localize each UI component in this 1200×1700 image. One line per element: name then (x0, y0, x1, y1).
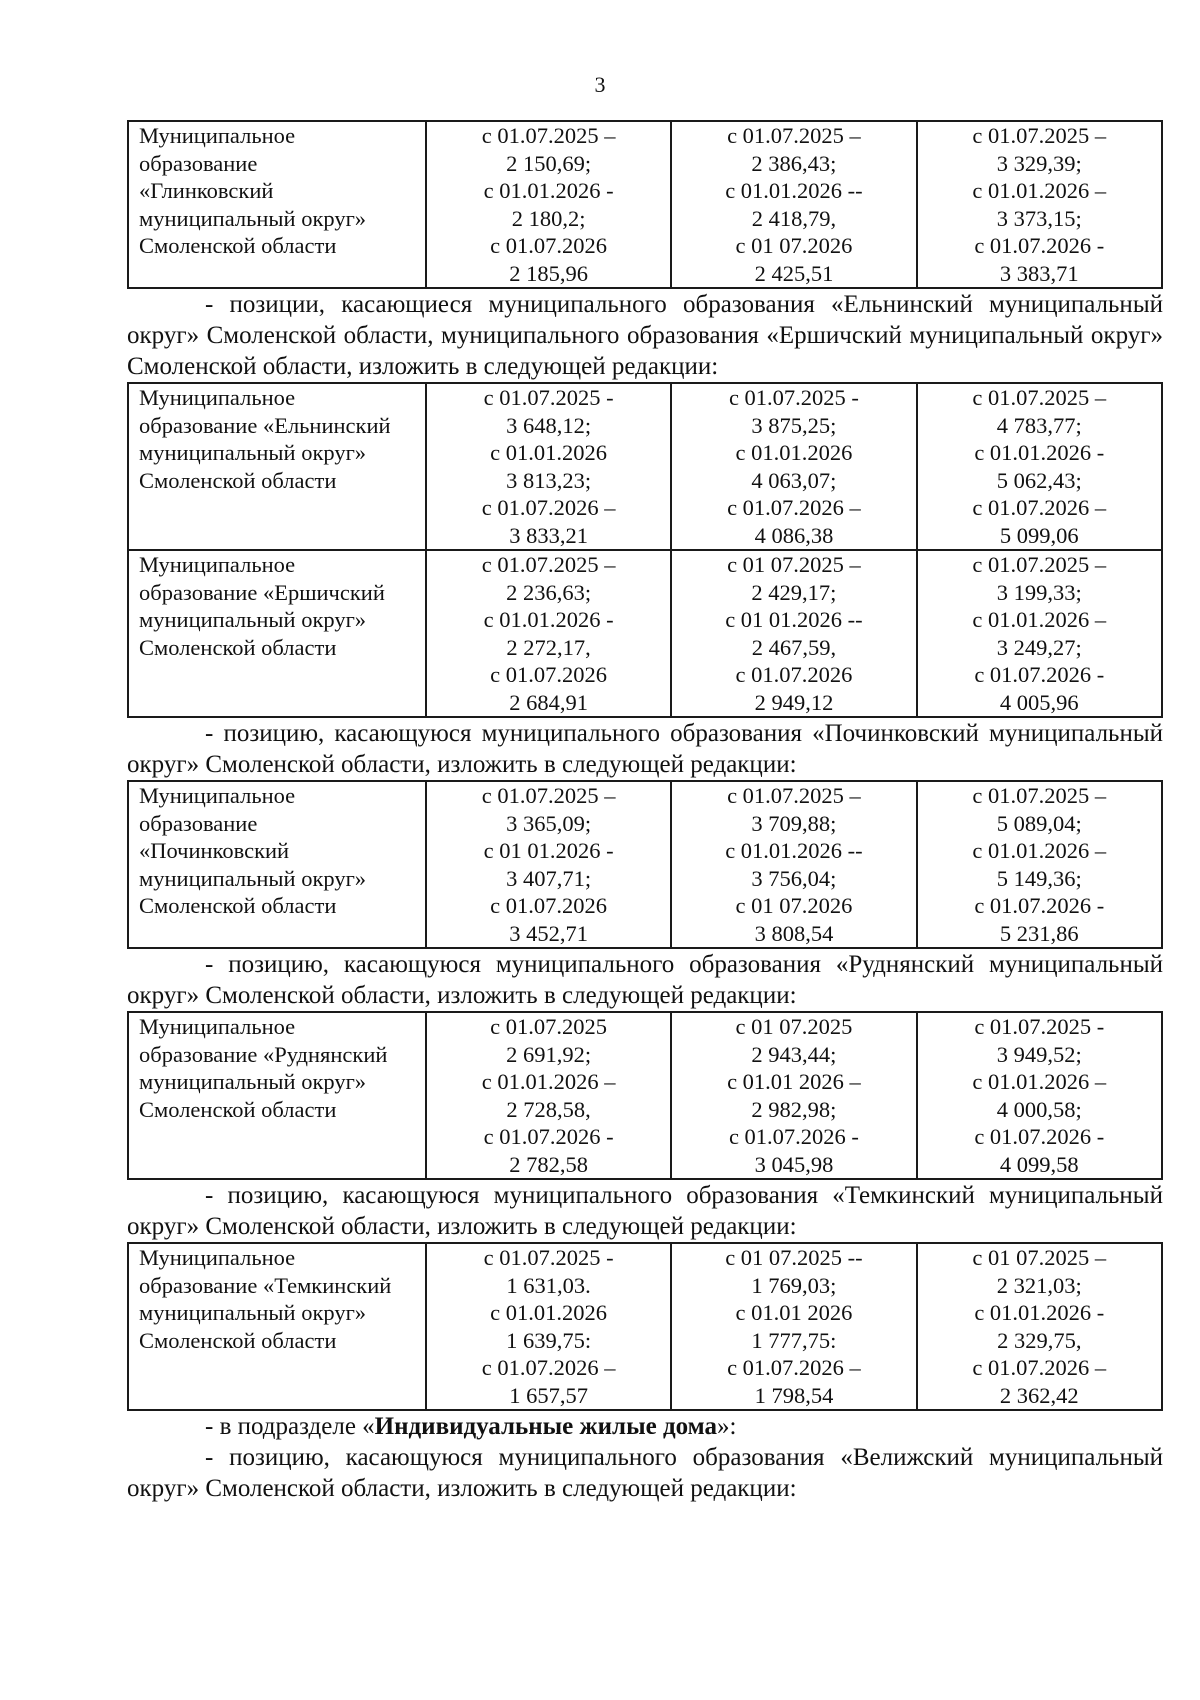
tariff-value-line: с 01 07.2025 – (727, 552, 861, 577)
tariff-value-line: 4 086,38 (754, 522, 834, 548)
tariff-value-line: 2 425,51 (754, 260, 834, 286)
tariff-value-line: с 01.01.2026 – (972, 1069, 1107, 1094)
tariff-value-line: 5 149,36; (996, 865, 1082, 891)
tariff-value-line: 5 062,43; (996, 467, 1082, 493)
tariff-cell-c3 (917, 383, 1162, 550)
tariff-cell-c1 (426, 781, 671, 948)
tariff-value-line: с 01 07.2025 -- (725, 1245, 863, 1270)
tariff-value-line: 4 783,77; (996, 412, 1082, 438)
tariff-value-line: с 01 01.2026 - (483, 838, 614, 863)
tariff-cell-c2 (671, 550, 916, 717)
tariff-value-line: с 01.07.2026 - (974, 1124, 1105, 1149)
tariff-value-line: 2 362,42 (999, 1382, 1079, 1408)
table-row (128, 383, 1162, 550)
tariff-value-line: 2 943,44; (751, 1041, 837, 1067)
tariff-value-line: 2 684,91 (509, 689, 588, 715)
municipality-name-line: муниципальный округ» (139, 607, 367, 632)
tariff-value-line: 5 099,06 (999, 522, 1079, 548)
tariff-table-pochinok (127, 780, 1163, 949)
tariff-value-line: с 01.07.2026 - (974, 233, 1105, 258)
tariff-value-line: с 01.07.2026 - (728, 1124, 859, 1149)
municipality-name-line: муниципальный округ» (139, 865, 367, 891)
tariff-value-line: 3 329,39; (996, 150, 1082, 176)
tariff-value-line: 2 329,75, (997, 1327, 1082, 1353)
tariff-value-line: с 01.07.2025 – (481, 123, 616, 148)
municipality-name-line: Муниципальное (139, 1014, 296, 1039)
page-number: 3 (594, 72, 606, 97)
tariff-value-line: с 01.07.2025 – (972, 123, 1107, 148)
tariff-cell-c1 (426, 1012, 671, 1179)
municipality-name-line: Муниципальное (139, 1245, 296, 1270)
tariff-cell-c2 (671, 1012, 916, 1179)
municipality-name-line: «Глинковский (139, 178, 274, 203)
tariff-cell-c1 (426, 550, 671, 717)
tariff-value-line: с 01.01.2026 -- (725, 178, 863, 203)
tariff-table-temkino (127, 1242, 1163, 1411)
tariff-value-line: 2 949,12 (754, 689, 834, 715)
tariff-value-line: 3 648,12; (506, 412, 592, 438)
section-title-individual-houses: Индивидуальные жилые дома (374, 1413, 717, 1440)
tariff-value-line: 3 365,09; (506, 810, 592, 836)
tariff-value-line: 5 089,04; (996, 810, 1082, 836)
municipality-name-line: образование «Ершичский (139, 579, 385, 605)
tariff-value-line: 1 631,03. (506, 1272, 591, 1298)
table-row (128, 1012, 1162, 1179)
tariff-value-line: с 01 07.2025 – (972, 1245, 1107, 1270)
tariff-value-line: с 01.07.2026 – (727, 495, 861, 520)
paragraph-rudnya: - позицию, касающуюся муниципального образования «Руднянский муниципальный округ» Смоленской области, изложить в следующей редакции: (127, 951, 1163, 1009)
municipality-cell (128, 121, 426, 288)
tariff-value-line: 4 005,96 (999, 689, 1079, 715)
tariff-value-line: с 01.07.2026 – (972, 1355, 1107, 1380)
tariff-value-line: с 01.07.2025 - (974, 1014, 1105, 1039)
tariff-value-line: 1 657,57 (509, 1382, 588, 1408)
tariff-value-line: 2 982,98; (751, 1096, 837, 1122)
tariff-cell-c1 (426, 121, 671, 288)
municipality-cell (128, 781, 426, 948)
tariff-value-line: с 01 01.2026 -- (725, 607, 863, 632)
municipality-cell (128, 383, 426, 550)
tariff-value-line: с 01.01.2026 – (481, 1069, 616, 1094)
tariff-value-line: с 01.07.2025 - (483, 385, 614, 410)
tariff-value-line: 3 756,04; (751, 865, 837, 891)
tariff-value-line: 1 769,03; (751, 1272, 837, 1298)
tariff-value-line: 2 236,63; (506, 579, 592, 605)
municipality-name-line: образование «Руднянский (139, 1041, 388, 1067)
table-row (128, 781, 1162, 948)
tariff-value-line: 1 639,75: (506, 1327, 592, 1353)
municipality-name-line: образование «Ельнинский (139, 412, 391, 438)
tariff-value-line: 1 777,75: (751, 1327, 837, 1353)
paragraph-temkino: - позицию, касающуюся муниципального образования «Темкинский муниципальный округ» Смоленской области, изложить в следующей редакции: (127, 1182, 1163, 1240)
tariff-value-line: 3 813,23; (506, 467, 592, 493)
municipality-name-line: Муниципальное (139, 783, 296, 808)
tariff-value-line: с 01.07.2025 – (972, 552, 1107, 577)
tariff-value-line: с 01.07.2026 (490, 233, 608, 258)
tariff-value-line: с 01.01.2026 (490, 1300, 608, 1325)
tariff-value-line: с 01.01.2026 (490, 440, 608, 465)
municipality-name-line: образование (139, 150, 258, 176)
tariff-table-glinka (127, 120, 1163, 289)
tariff-value-line: с 01.01.2026 - (974, 440, 1105, 465)
tariff-value-line: 3 199,33; (996, 579, 1082, 605)
municipality-name-line: муниципальный округ» (139, 1069, 367, 1094)
tariff-value-line: 2 150,69; (506, 150, 592, 176)
tariff-cell-c3 (917, 550, 1162, 717)
tariff-value-line: 4 063,07; (751, 467, 837, 493)
paragraph-elnya-ershichi: - позиции, касающиеся муниципального образования «Ельнинский муниципальный округ» Смоленской области, муниципального образования «Ершичский муниципальный округ» Смоленской области, изложить в следующей редакции: (127, 291, 1163, 380)
municipality-cell (128, 550, 426, 717)
municipality-name-line: Смоленской области (139, 233, 337, 258)
tariff-value-line: 4 000,58; (996, 1096, 1082, 1122)
table-row (128, 1243, 1162, 1410)
tariff-value-line: с 01.01.2026 - (483, 178, 614, 203)
tariff-value-line: 1 798,54 (754, 1382, 834, 1408)
tariff-cell-c2 (671, 1243, 916, 1410)
municipality-name-line: Смоленской области (139, 1327, 337, 1353)
tariff-value-line: 2 386,43; (751, 150, 837, 176)
municipality-name-line: Смоленской области (139, 1096, 337, 1122)
tariff-value-line: 3 383,71 (999, 260, 1079, 286)
tariff-value-line: с 01.01.2026 -- (725, 838, 863, 863)
tariff-cell-c2 (671, 781, 916, 948)
tariff-value-line: 3 045,98 (754, 1151, 834, 1177)
paragraph-individual-houses-suffix: »: (716, 1413, 737, 1440)
paragraph-pochinok: - позицию, касающуюся муниципального образования «Починковский муниципальный округ» Смоленской области, изложить в следующей редакции: (127, 720, 1163, 778)
tariff-value-line: с 01.01.2026 – (972, 607, 1107, 632)
tariff-value-line: 5 231,86 (999, 920, 1079, 946)
tariff-value-line: 3 407,71; (506, 865, 592, 891)
table-row (128, 550, 1162, 717)
tariff-cell-c1 (426, 383, 671, 550)
tariff-value-line: с 01.07.2026 – (972, 495, 1107, 520)
municipality-name-line: муниципальный округ» (139, 440, 367, 465)
tariff-value-line: 3 833,21 (509, 522, 588, 548)
tariff-value-line: с 01.07.2026 – (727, 1355, 861, 1380)
tariff-value-line: 3 949,52; (996, 1041, 1082, 1067)
tariff-value-line: с 01.01.2026 - (483, 607, 614, 632)
tariff-value-line: с 01.07.2026 (735, 662, 853, 687)
tariff-value-line: с 01 07.2026 (735, 233, 853, 258)
tariff-value-line: с 01.07.2025 - (728, 385, 859, 410)
tariff-value-line: 4 099,58 (999, 1151, 1079, 1177)
tariff-value-line: с 01.07.2025 – (972, 385, 1107, 410)
tariff-value-line: 2 429,17; (751, 579, 837, 605)
municipality-name-line: Муниципальное (139, 552, 296, 577)
municipality-name-line: Смоленской области (139, 467, 337, 493)
tariff-value-line: с 01.07.2025 – (727, 123, 861, 148)
table-row (128, 121, 1162, 288)
tariff-value-line: с 01.01 2026 (735, 1300, 853, 1325)
tariff-value-line: 3 249,27; (996, 634, 1082, 660)
municipality-name-line: «Починковский (139, 838, 290, 863)
tariff-value-line: 2 467,59, (751, 634, 837, 660)
tariff-value-line: с 01.07.2026 (490, 662, 608, 687)
tariff-value-line: 2 185,96 (509, 260, 588, 286)
tariff-value-line: 3 808,54 (754, 920, 834, 946)
tariff-value-line: с 01.07.2025 – (481, 552, 616, 577)
tariff-cell-c3 (917, 781, 1162, 948)
tariff-value-line: 2 728,58, (506, 1096, 591, 1122)
tariff-value-line: с 01.07.2026 – (481, 495, 616, 520)
tariff-value-line: с 01.07.2025 – (727, 783, 861, 808)
document-body (127, 120, 1163, 1504)
tariff-value-line: с 01.01.2026 – (972, 178, 1107, 203)
municipality-name-line: образование (139, 810, 258, 836)
tariff-value-line: 2 782,58 (509, 1151, 588, 1177)
tariff-table-rudnya (127, 1011, 1163, 1180)
tariff-value-line: с 01.01.2026 (735, 440, 853, 465)
tariff-value-line: с 01.01 2026 – (727, 1069, 861, 1094)
paragraph-velizh: - позицию, касающуюся муниципального образования «Велижский муниципальный округ» Смоленской области, изложить в следующей редакции: (127, 1444, 1163, 1502)
tariff-table-elnya-ershichi (127, 382, 1163, 718)
paragraph-individual-houses (127, 1411, 1163, 1442)
tariff-value-line: 2 180,2; (511, 205, 586, 231)
tariff-value-line: с 01.07.2026 - (974, 893, 1105, 918)
tariff-value-line: 3 709,88; (751, 810, 837, 836)
tariff-value-line: с 01.07.2026 - (483, 1124, 614, 1149)
tariff-value-line: с 01.01.2026 – (972, 838, 1107, 863)
tariff-cell-c2 (671, 383, 916, 550)
municipality-name-line: Смоленской области (139, 634, 337, 660)
tariff-value-line: с 01.07.2025 – (972, 783, 1107, 808)
tariff-cell-c3 (917, 121, 1162, 288)
tariff-cell-c3 (917, 1243, 1162, 1410)
municipality-name-line: Муниципальное (139, 385, 296, 410)
municipality-name-line: Муниципальное (139, 123, 296, 148)
tariff-cell-c1 (426, 1243, 671, 1410)
tariff-value-line: 2 321,03; (996, 1272, 1082, 1298)
tariff-value-line: 2 691,92; (506, 1041, 592, 1067)
tariff-value-line: с 01.07.2025 - (483, 1245, 614, 1270)
tariff-value-line: 3 452,71 (509, 920, 588, 946)
tariff-value-line: 3 875,25; (751, 412, 837, 438)
tariff-value-line: с 01 07.2025 (735, 1014, 853, 1039)
municipality-cell (128, 1243, 426, 1410)
tariff-value-line: с 01.07.2025 (490, 1014, 608, 1039)
municipality-cell (128, 1012, 426, 1179)
tariff-value-line: с 01 07.2026 (735, 893, 853, 918)
tariff-value-line: 2 418,79, (751, 205, 837, 231)
tariff-value-line: с 01.07.2026 – (481, 1355, 616, 1380)
municipality-name-line: муниципальный округ» (139, 205, 367, 231)
tariff-cell-c3 (917, 1012, 1162, 1179)
municipality-name-line: образование «Темкинский (139, 1272, 392, 1298)
tariff-cell-c2 (671, 121, 916, 288)
tariff-value-line: с 01.01.2026 - (974, 1300, 1105, 1325)
paragraph-individual-houses-prefix: - в подразделе « (205, 1413, 375, 1440)
tariff-value-line: 3 373,15; (996, 205, 1082, 231)
tariff-value-line: с 01.07.2026 (490, 893, 608, 918)
tariff-value-line: с 01.07.2026 - (974, 662, 1105, 687)
municipality-name-line: Смоленской области (139, 893, 337, 918)
municipality-name-line: муниципальный округ» (139, 1300, 367, 1325)
tariff-value-line: с 01.07.2025 – (481, 783, 616, 808)
tariff-value-line: 2 272,17, (506, 634, 591, 660)
